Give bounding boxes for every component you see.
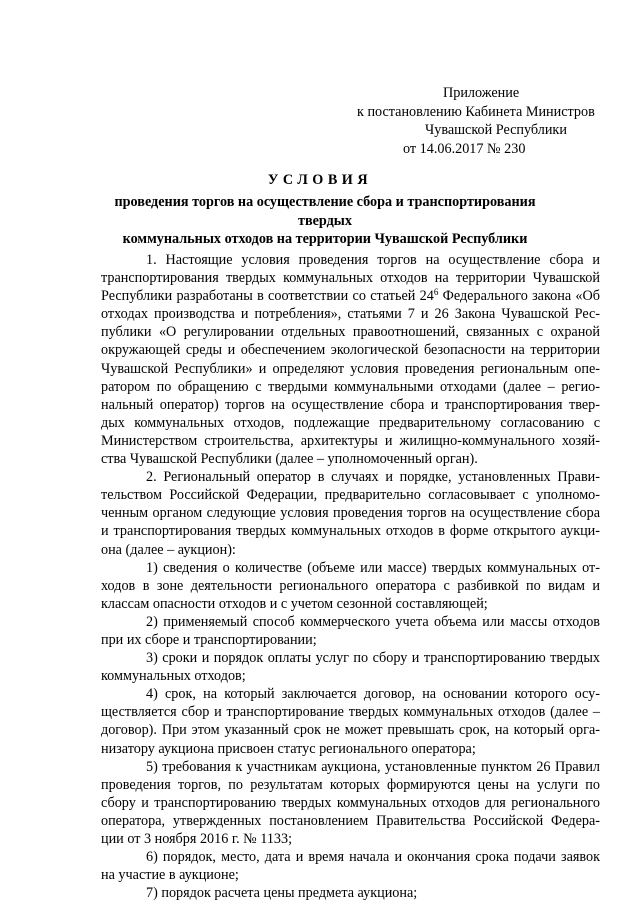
text-line: отходах производства и потребления», статьями 7 и 26 Закона Чувашской Рес- xyxy=(101,306,600,323)
list-item-line: низатору аукциона присвоен статус регионального оператора; xyxy=(101,740,476,757)
list-item-line: коммунальных отходов; xyxy=(101,668,246,685)
appendix-line: от 14.06.2017 № 230 xyxy=(403,140,526,157)
text-line: 2. Региональный оператор в случаях и порядке, установленных Прави- xyxy=(146,469,600,486)
text-line: и транспортирования твердых коммунальных отходов в форме открытого аукци- xyxy=(101,523,600,540)
text-line: ства Чувашской Республики (далее – уполномоченный орган). xyxy=(101,451,478,468)
list-item-line: 4) срок, на который заключается договор, на основании которого осу- xyxy=(146,686,600,703)
list-item-line: 6) порядок, место, дата и время начала и окончания срока подачи заявок xyxy=(146,849,600,866)
text-line: публики «О регулировании отдельных правоотношений, связанных с охраной xyxy=(101,324,600,341)
superscript: 6 xyxy=(433,287,439,298)
text-line: Министерством строительства, архитектуры и жилищно-коммунального хозяй- xyxy=(101,432,600,449)
document-body xyxy=(101,251,600,902)
appendix-header xyxy=(340,84,610,158)
text-span: Республики разработаны в соответствии со статьей 24 xyxy=(101,288,434,305)
subtitle-line: коммунальных отходов на территории Чувашской Республики xyxy=(122,231,528,247)
document-subtitle xyxy=(90,193,560,249)
text-line: окружающей среды и обеспечением экологической безопасности на территории xyxy=(101,342,600,359)
list-item-line: на участие в аукционе; xyxy=(101,867,239,884)
list-item-line: сбору и транспортированию твердых коммунальных отходов для регионального xyxy=(101,794,600,811)
list-item-line: проведения торгов, по результатам которых формируются цены на услуги по xyxy=(101,776,600,793)
text-line: нальный оператор) торгов на осуществление сбора и транспортирования твер- xyxy=(101,396,600,413)
text-line: транспортирования твердых коммунальных отходов на территории Чувашской xyxy=(101,270,600,287)
list-item-line: 1) сведения о количестве (объеме или массе) твердых коммунальных от- xyxy=(146,559,600,576)
list-item-line: при их сборе и транспортировании; xyxy=(101,631,317,648)
list-item-line: ществляется сбор и транспортирование твердых коммунальных отходов (далее – xyxy=(101,704,600,721)
list-item-line: договор). При этом указанный срок не может превышать срок, на который орга- xyxy=(101,722,600,739)
list-item-line: 2) применяемый способ коммерческого учета объема или массы отходов xyxy=(146,613,600,630)
list-item-line: 5) требования к участникам аукциона, установленные пунктом 26 Правил xyxy=(146,758,600,775)
list-item-line: ходов в зоне деятельности регионального оператора с разбивкой по видам и xyxy=(101,577,600,594)
subtitle-line: проведения торгов на осуществление сбора и транспортирования твердых xyxy=(114,194,536,229)
text-line: ченным органом следующие условия проведения торгов на осуществление сбора xyxy=(101,505,600,522)
document-title: УСЛОВИЯ xyxy=(267,172,373,188)
list-item-line: 3) сроки и порядок оплаты услуг по сбору и транспортированию твердых xyxy=(146,650,600,667)
appendix-line: Приложение xyxy=(443,85,520,101)
text-line: Чувашской Республики» и определяют условия проведения региональным опе- xyxy=(101,360,600,377)
text-line: ратором по обращению с твердыми коммунальными отходами (далее – регио- xyxy=(101,378,600,395)
text-span: Федерального закона «Об xyxy=(438,288,600,305)
appendix-line: Чувашской Республики xyxy=(425,122,567,138)
text-line: дых коммунальных отходов, подлежащие предварительному согласованию с xyxy=(101,414,600,431)
text-line xyxy=(101,287,600,305)
list-item-line: классам опасности отходов и с учетом сезонной составляющей; xyxy=(101,595,488,612)
list-item-line: оператора, утвержденных постановлением Правительства Российской Федера- xyxy=(101,812,600,829)
text-line: она (далее – аукцион): xyxy=(101,541,236,558)
list-item-line: 7) порядок расчета цены предмета аукциона; xyxy=(146,885,418,902)
text-line: тельством Российской Федерации, предварительно согласовывает с уполномо- xyxy=(101,487,600,504)
appendix-line: к постановлению Кабинета Министров xyxy=(357,103,595,120)
list-item-line: ции от 3 ноября 2016 г. № 1133; xyxy=(101,831,293,847)
text-line: 1. Настоящие условия проведения торгов на осуществление сбора и xyxy=(146,252,600,268)
